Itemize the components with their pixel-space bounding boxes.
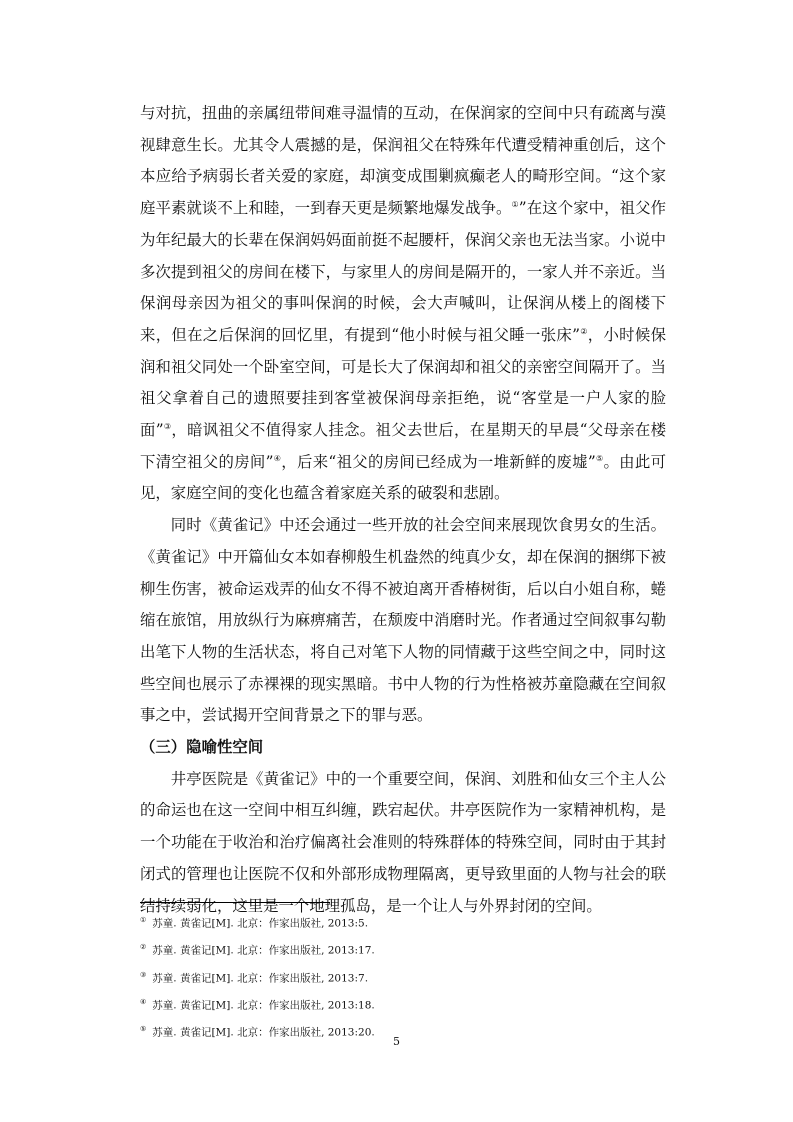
footnote-text: 苏童. 黄雀记[M]. 北京：作家出版社, 2013:17. bbox=[152, 944, 375, 957]
footnote-mark: ② bbox=[140, 943, 147, 952]
paragraph-metaphor-space: 井亭医院是《黄雀记》中的一个重要空间，保润、刘胜和仙女三个主人公的命运也在这一空间中相互纠缠，跌宕起伏。井亭医院作为一家精神机构，是一个功能在于收治和治疗偏离社会准则的特殊群体的特殊空间，同时由于其封闭式的管理也让医院不仅和外部形成物理隔离，更导致里面的人物与社会的联结持续弱化，这里是一个地理孤岛，是一个让人与外界封闭的空间。 bbox=[140, 769, 666, 915]
footnote-ref-2[interactable]: ② bbox=[579, 326, 588, 336]
footnote-ref-5[interactable]: ⑤ bbox=[595, 453, 604, 463]
footnote-3 bbox=[140, 964, 666, 991]
footnote-text: 苏童. 黄雀记[M]. 北京：作家出版社, 2013:7. bbox=[152, 972, 369, 985]
footnotes bbox=[140, 909, 666, 1045]
footnote-divider bbox=[140, 902, 330, 903]
footnote-mark: ⑤ bbox=[140, 1025, 147, 1034]
paragraph-text: ，暗讽祖父不值得家人挂念。祖父去世后，在星期天的早晨“父母亲在楼下清空祖父的房间” bbox=[140, 421, 666, 471]
paragraph-text: 。由此可见，家庭空间的变化也蕴含着家庭关系的破裂和悲剧。 bbox=[140, 452, 666, 503]
section-heading: （三）隐喻性空间 bbox=[140, 738, 264, 757]
footnote-ref-3[interactable]: ③ bbox=[163, 421, 172, 431]
paragraph-text: 与对抗，扭曲的亲属纽带间难寻温情的互动，在保润家的空间中只有疏离与漠视肆意生长。尤其令人震撼的是，保润祖父在特殊年代遭受精神重创后，这个本应给予病弱长者关爱的家庭，却演变成围剿疯癫老人的畸形空间。“这个家庭平素就谈不上和睦，一到春天更是频繁地爆发战争。 bbox=[140, 104, 666, 218]
footnote-ref-1[interactable]: ① bbox=[511, 199, 519, 209]
footnote-text: 苏童. 黄雀记[M]. 北京：作家出版社, 2013:20. bbox=[152, 1026, 375, 1039]
paragraph-text: ，后来“祖父的房间已经成为一堆新鲜的废墟” bbox=[281, 452, 596, 471]
paragraph-text: ”在这个家中，祖父作为年纪最大的长辈在保润妈妈面前挺不起腰杆，保润父亲也无法当家。小说中多次提到祖父的房间在楼下，与家里人的房间是隔开的，一家人并不亲近。当保润母亲因为祖父的事叫保润的时候，会大声喊叫，让保润从楼上的阁楼下来，但在之后保润的回忆里，有提到“他小时候与祖父睡一张床” bbox=[140, 199, 666, 344]
footnote-text: 苏童. 黄雀记[M]. 北京：作家出版社, 2013:5. bbox=[152, 917, 369, 930]
body-text bbox=[140, 98, 666, 922]
footnote-text: 苏童. 黄雀记[M]. 北京：作家出版社, 2013:18. bbox=[152, 999, 375, 1012]
footnote-1 bbox=[140, 909, 666, 936]
paragraph-text: ，小时候保润和祖父同处一个卧室空间，可是长大了保润却和祖父的亲密空间隔开了。当祖父拿着自己的遗照要挂到客堂被保润母亲拒绝，说“客堂是一户人家的脸面” bbox=[140, 325, 666, 440]
page-number: 5 bbox=[393, 1035, 400, 1048]
footnote-mark: ③ bbox=[140, 970, 147, 979]
footnote-mark: ④ bbox=[140, 997, 147, 1006]
footnote-ref-4[interactable]: ④ bbox=[273, 453, 282, 463]
paragraph-social-space: 同时《黄雀记》中还会通过一些开放的社会空间来展现饮食男女的生活。《黄雀记》中开篇仙女本如春柳般生机盎然的纯真少女，却在保润的捆绑下被柳生伤害，被命运戏弄的仙女不得不被迫离开香椿树街，后以白小姐自称，蜷缩在旅馆，用放纵行为麻痹痛苦，在颓废中消磨时光。作者通过空间叙事勾勒出笔下人物的生活状态，将自己对笔下人物的同情藏于这些空间之中，同时这些空间也展示了赤裸裸的现实黑暗。书中人物的行为性格被苏童隐藏在空间叙事之中，尝试揭开空间背景之下的罪与恶。 bbox=[140, 516, 666, 725]
footnote-mark: ① bbox=[140, 916, 147, 924]
footnote-4 bbox=[140, 991, 666, 1018]
footnote-2 bbox=[140, 936, 666, 963]
paragraph-family-space bbox=[140, 98, 666, 510]
